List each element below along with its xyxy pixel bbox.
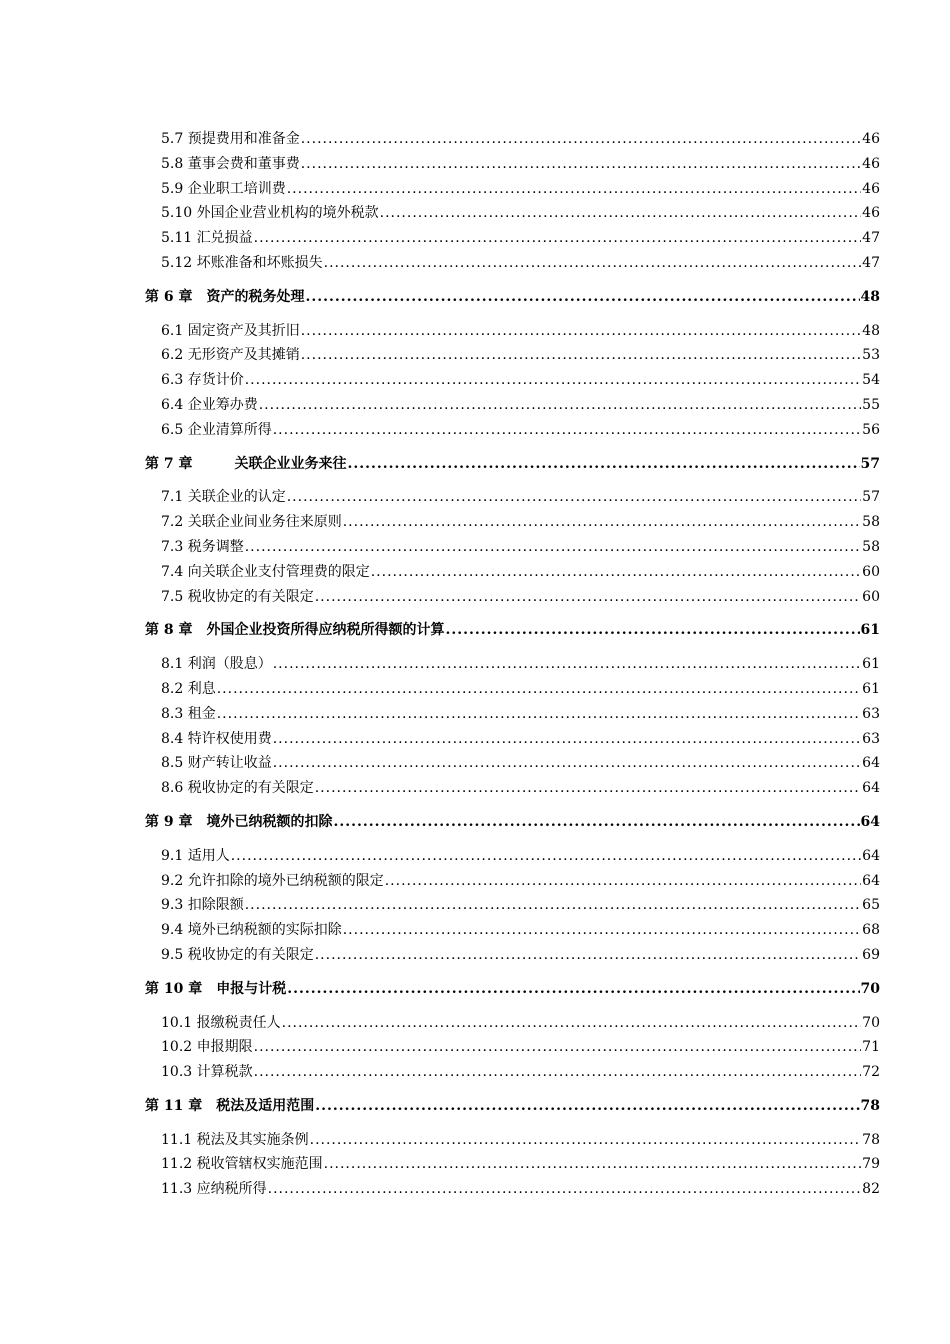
toc-section-entry[interactable]	[145, 1177, 880, 1202]
toc-entry-label: 5.12 坏账准备和坏账损失	[161, 254, 323, 271]
toc-page-number: 63	[862, 705, 880, 722]
toc-entry-label: 6.3 存货计价	[161, 372, 244, 389]
toc-entry-label: 8.2 利息	[161, 680, 216, 697]
toc-section-entry[interactable]	[145, 1128, 880, 1153]
toc-page-number: 61	[862, 680, 880, 697]
toc-entry-label: 5.10 外国企业营业机构的境外税款	[161, 205, 379, 222]
toc-section-entry[interactable]	[145, 251, 880, 276]
toc-leader-dots	[268, 1177, 862, 1202]
toc-entry-label: 7.3 税务调整	[161, 538, 244, 555]
toc-entry-label: 7.5 税收协定的有关限定	[161, 588, 314, 605]
toc-section-entry[interactable]	[145, 893, 880, 918]
toc-section-entry[interactable]	[145, 510, 880, 535]
toc-leader-dots	[273, 652, 861, 677]
toc-section-entry[interactable]	[145, 1060, 880, 1085]
toc-section-entry[interactable]	[145, 393, 880, 418]
toc-entry-label: 7.4 向关联企业支付管理费的限定	[161, 563, 370, 580]
toc-page-number: 55	[862, 396, 880, 413]
toc-entry-label: 11.1 税法及其实施条例	[161, 1131, 309, 1148]
toc-entry-label: 第 10 章 申报与计税	[145, 980, 287, 997]
toc-leader-dots	[315, 776, 861, 801]
toc-page-number: 68	[862, 922, 880, 939]
toc-leader-dots	[273, 751, 861, 776]
toc-chapter-entry[interactable]	[145, 452, 880, 477]
toc-entry-label: 5.11 汇兑损益	[161, 230, 253, 247]
toc-chapter-entry[interactable]	[145, 810, 880, 835]
toc-entry-label: 第 7 章 关联企业业务来往	[145, 455, 347, 472]
toc-page-number: 64	[862, 780, 880, 797]
toc-page-number: 58	[862, 514, 880, 531]
toc-page-number: 79	[862, 1156, 880, 1173]
toc-entry-label: 9.5 税收协定的有关限定	[161, 946, 314, 963]
toc-leader-dots	[245, 368, 861, 393]
toc-leader-dots	[245, 893, 861, 918]
toc-page-number: 64	[862, 872, 880, 889]
toc-page-number: 65	[862, 897, 880, 914]
toc-entry-label: 11.3 应纳税所得	[161, 1181, 267, 1198]
toc-leader-dots	[315, 1094, 859, 1119]
toc-leader-dots	[245, 535, 861, 560]
toc-page-number: 56	[862, 421, 880, 438]
toc-entry-label: 9.1 适用人	[161, 847, 230, 864]
toc-section-entry[interactable]	[145, 560, 880, 585]
toc-leader-dots	[385, 869, 861, 894]
toc-entry-label: 5.9 企业职工培训费	[161, 180, 286, 197]
toc-page-number: 60	[862, 588, 880, 605]
toc-chapter-entry[interactable]	[145, 977, 880, 1002]
toc-leader-dots	[273, 727, 861, 752]
toc-page-number: 82	[862, 1181, 880, 1198]
toc-page-number: 63	[862, 730, 880, 747]
toc-page-number: 64	[862, 755, 880, 772]
toc-leader-dots	[287, 485, 861, 510]
toc-leader-dots	[254, 1035, 862, 1060]
toc-entry-label: 第 6 章 资产的税务处理	[145, 288, 305, 305]
toc-entry-label: 10.1 报缴税责任人	[161, 1014, 281, 1031]
toc-page-number: 46	[862, 131, 880, 147]
toc-leader-dots	[254, 226, 862, 251]
toc-page-number: 60	[862, 563, 880, 580]
toc-page-number: 70	[860, 980, 880, 997]
toc-entry-label: 第 9 章 境外已纳税额的扣除	[145, 813, 333, 830]
toc-entry-label: 6.1 固定资产及其折旧	[161, 322, 300, 339]
toc-section-entry[interactable]	[145, 652, 880, 677]
toc-section-entry[interactable]	[145, 535, 880, 560]
toc-section-entry[interactable]	[145, 1035, 880, 1060]
toc-section-entry[interactable]	[145, 727, 880, 752]
toc-section-entry[interactable]	[145, 869, 880, 894]
toc-section-entry[interactable]	[145, 844, 880, 869]
toc-leader-dots	[217, 677, 861, 702]
toc-entry-label: 9.2 允许扣除的境外已纳税额的限定	[161, 872, 384, 889]
toc-leader-dots	[446, 618, 860, 643]
toc-section-entry[interactable]	[145, 485, 880, 510]
toc-entry-label: 11.2 税收管辖权实施范围	[161, 1156, 323, 1173]
toc-entry-label: 8.5 财产转让收益	[161, 755, 272, 772]
toc-section-entry[interactable]	[145, 1152, 880, 1177]
toc-leader-dots	[334, 810, 860, 835]
toc-page-number: 78	[860, 1097, 880, 1114]
toc-entry-label: 5.8 董事会费和董事费	[161, 155, 300, 172]
toc-leader-dots	[324, 1152, 862, 1177]
toc-leader-dots	[348, 452, 860, 477]
toc-entry-label: 第 8 章 外国企业投资所得应纳税所得额的计算	[145, 622, 445, 639]
toc-leader-dots	[301, 319, 861, 344]
toc-page-number: 47	[862, 230, 880, 247]
toc-entry-label: 7.2 关联企业间业务往来原则	[161, 514, 342, 531]
toc-page-number: 64	[862, 847, 880, 864]
toc-leader-dots	[306, 285, 860, 310]
toc-section-entry[interactable]	[145, 702, 880, 727]
toc-page-number: 46	[862, 155, 880, 172]
toc-leader-dots	[343, 510, 861, 535]
toc-page-number: 71	[862, 1039, 880, 1056]
toc-entry-label: 8.3 租金	[161, 705, 216, 722]
toc-entry-label: 9.3 扣除限额	[161, 897, 244, 914]
toc-page-number: 70	[862, 1014, 880, 1031]
toc-entry-label: 7.1 关联企业的认定	[161, 489, 286, 506]
toc-leader-dots	[310, 1128, 862, 1153]
toc-section-entry[interactable]	[145, 1011, 880, 1036]
toc-leader-dots	[231, 844, 861, 869]
toc-page-number: 57	[860, 455, 880, 472]
toc-leader-dots	[282, 1011, 862, 1036]
toc-page-number: 58	[862, 538, 880, 555]
toc-page-number: 47	[862, 254, 880, 271]
toc-entry-label: 8.6 税收协定的有关限定	[161, 780, 314, 797]
toc-entry-label: 第 11 章 税法及适用范围	[145, 1097, 315, 1114]
toc-section-entry[interactable]	[145, 585, 880, 610]
toc-section-entry[interactable]	[145, 751, 880, 776]
toc-leader-dots	[301, 152, 861, 177]
toc-section-entry[interactable]	[145, 368, 880, 393]
toc-page-number: 61	[860, 622, 880, 639]
table-of-contents	[145, 127, 880, 1202]
toc-leader-dots	[301, 343, 861, 368]
toc-section-entry[interactable]	[145, 918, 880, 943]
toc-section-entry[interactable]	[145, 319, 880, 344]
toc-entry-label: 10.3 计算税款	[161, 1064, 253, 1081]
toc-chapter-entry[interactable]	[145, 1094, 880, 1119]
toc-entry-label: 8.1 利润（股息）	[161, 656, 272, 673]
toc-page-number: 61	[862, 656, 880, 673]
toc-page-number: 48	[862, 322, 880, 339]
toc-page-number: 72	[862, 1064, 880, 1081]
toc-leader-dots	[287, 977, 859, 1002]
toc-leader-dots	[259, 393, 861, 418]
toc-section-entry[interactable]	[145, 943, 880, 968]
toc-leader-dots	[301, 127, 861, 152]
toc-entry-label: 10.2 申报期限	[161, 1039, 253, 1056]
toc-section-entry[interactable]	[145, 152, 880, 177]
toc-section-entry[interactable]	[145, 776, 880, 801]
toc-leader-dots	[217, 702, 861, 727]
toc-page-number: 48	[860, 288, 880, 305]
toc-section-entry[interactable]	[145, 177, 880, 202]
toc-leader-dots	[315, 943, 861, 968]
toc-page-number: 69	[862, 946, 880, 963]
toc-leader-dots	[254, 1060, 862, 1085]
toc-chapter-entry[interactable]	[145, 618, 880, 643]
toc-leader-dots	[324, 251, 862, 276]
toc-leader-dots	[287, 177, 861, 202]
toc-leader-dots	[380, 201, 862, 226]
toc-leader-dots	[273, 418, 861, 443]
toc-entry-label: 5.7 预提费用和准备金	[161, 131, 300, 147]
toc-leader-dots	[315, 585, 861, 610]
toc-section-entry[interactable]	[145, 201, 880, 226]
toc-page-number: 78	[862, 1131, 880, 1148]
toc-section-entry[interactable]	[145, 677, 880, 702]
toc-chapter-entry[interactable]	[145, 285, 880, 310]
toc-entry-label: 8.4 特许权使用费	[161, 730, 272, 747]
toc-page-number: 54	[862, 372, 880, 389]
toc-section-entry[interactable]	[145, 418, 880, 443]
toc-leader-dots	[371, 560, 861, 585]
toc-section-entry[interactable]	[145, 343, 880, 368]
toc-entry-label: 6.2 无形资产及其摊销	[161, 347, 300, 364]
toc-page-number: 64	[860, 813, 880, 830]
toc-entry-label: 9.4 境外已纳税额的实际扣除	[161, 922, 342, 939]
toc-page-number: 57	[862, 489, 880, 506]
toc-entry-label: 6.4 企业筹办费	[161, 396, 258, 413]
toc-section-entry[interactable]	[145, 127, 880, 152]
toc-page-number: 46	[862, 205, 880, 222]
toc-page-number: 46	[862, 180, 880, 197]
toc-entry-label: 6.5 企业清算所得	[161, 421, 272, 438]
toc-page-number: 53	[862, 347, 880, 364]
toc-leader-dots	[343, 918, 861, 943]
toc-section-entry[interactable]	[145, 226, 880, 251]
